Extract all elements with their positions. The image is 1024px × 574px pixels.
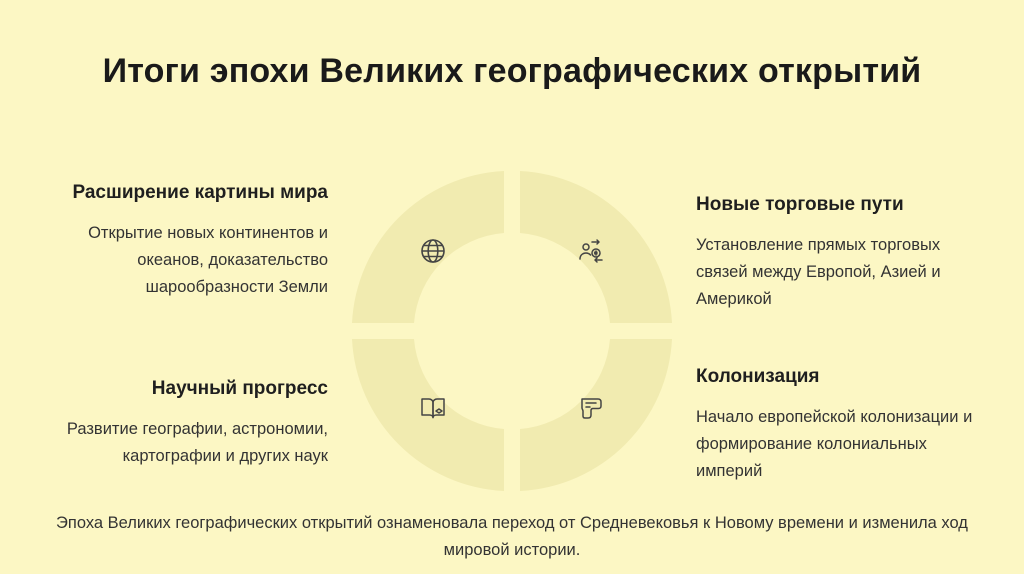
trade-exchange-icon <box>577 237 605 265</box>
quadrant-ring <box>349 168 675 494</box>
colonization-block <box>696 364 986 485</box>
trade-routes-block <box>696 192 986 313</box>
globe-icon <box>419 237 447 265</box>
map-territory-icon <box>577 394 605 422</box>
colonization-heading: Колонизация <box>696 366 820 387</box>
page-title: Итоги эпохи Великих географических открытий <box>102 52 922 90</box>
worldview-block <box>40 180 328 301</box>
worldview-heading: Расширение картины мира <box>72 182 328 203</box>
science-heading: Научный прогресс <box>151 378 328 399</box>
trade-routes-text: Установление прямых торговых связей между Европой, Азией и Америкой <box>696 236 941 308</box>
colonization-text: Начало европейской колонизации и формирование колониальных империй <box>696 408 973 480</box>
trade-routes-heading: Новые торговые пути <box>696 194 904 215</box>
book-icon <box>419 394 447 422</box>
worldview-text: Открытие новых континентов и океанов, доказательство шарообразности Земли <box>88 224 328 296</box>
science-text: Развитие географии, астрономии, картографии и других наук <box>66 420 328 465</box>
science-block <box>40 376 328 470</box>
conclusion-text: Эпоха Великих географических открытий ознаменовала переход от Средневековья к Новому времени и изменила ход мировой истории. <box>56 514 968 559</box>
